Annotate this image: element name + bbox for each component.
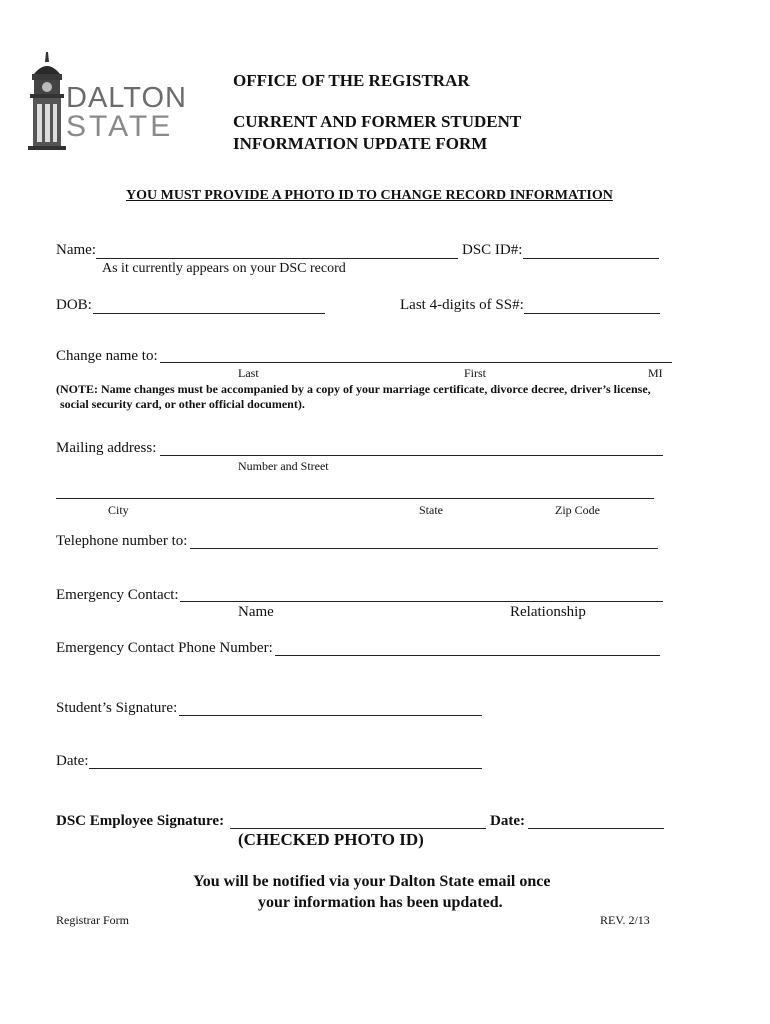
checked-photo-id: (CHECKED PHOTO ID) [238,830,424,849]
name-hint: As it currently appears on your DSC record [102,261,346,276]
employee-date-label: Date: [490,813,525,829]
sub-zip: Zip Code [555,503,600,517]
mailing-street-input[interactable] [160,455,663,456]
emergency-phone-input[interactable] [275,655,660,656]
office-heading: OFFICE OF THE REGISTRAR [233,71,470,90]
dob-input[interactable] [93,313,325,314]
mailing-label: Mailing address: [56,440,157,456]
date-label: Date: [56,753,89,769]
form-title-line2: INFORMATION UPDATE FORM [233,134,488,153]
sub-first: First [464,366,487,380]
emergency-phone-label: Emergency Contact Phone Number: [56,640,273,656]
form-name: Registrar Form [56,913,129,927]
dsc-id-label: DSC ID#: [462,242,523,258]
emergency-contact-input[interactable] [180,601,663,602]
employee-date-input[interactable] [528,828,664,829]
employee-signature-input[interactable] [230,828,486,829]
phone-input[interactable] [190,548,658,549]
sub-last: Last [238,366,259,380]
ssn-label: Last 4-digits of SS#: [400,297,524,313]
employee-signature-label: DSC Employee Signature: [56,813,225,829]
name-label: Name: [56,242,96,258]
note-line1: (NOTE: Name changes must be accompanied by a copy of your marriage certificate, divorce decree, driver’s license, [56,382,651,396]
sub-mi: MI [648,366,663,380]
revision: REV. 2/13 [600,913,650,927]
sub-state: State [419,503,443,517]
signature-label: Student’s Signature: [56,700,178,716]
dsc-id-input[interactable] [523,258,659,259]
sub-street: Number and Street [238,459,329,473]
form-title-line1: CURRENT AND FORMER STUDENT [233,112,522,131]
mailing-city-input[interactable] [56,498,654,499]
phone-label: Telephone number to: [56,533,188,549]
logo-dalton: DALTON [66,82,187,114]
clock-tower-icon [24,52,70,152]
change-name-label: Change name to: [56,348,158,364]
note-line2: social security card, or other official document). [60,397,305,411]
sub-name: Name [238,604,274,620]
sub-relationship: Relationship [510,604,586,620]
change-name-input[interactable] [160,362,672,363]
dalton-state-logo [24,52,187,152]
ssn-input[interactable] [524,313,660,314]
notify-line2: your information has been updated. [258,894,503,911]
sub-city: City [108,503,129,517]
date-input[interactable] [89,768,482,769]
logo-state: STATE [66,110,174,143]
notify-line1: You will be notified via your Dalton State email once [193,873,551,890]
name-input[interactable] [96,258,458,259]
emergency-label: Emergency Contact: [56,587,179,603]
signature-input[interactable] [179,715,482,716]
dob-label: DOB: [56,297,92,313]
photo-id-notice: YOU MUST PROVIDE A PHOTO ID TO CHANGE RECORD INFORMATION [126,188,613,203]
